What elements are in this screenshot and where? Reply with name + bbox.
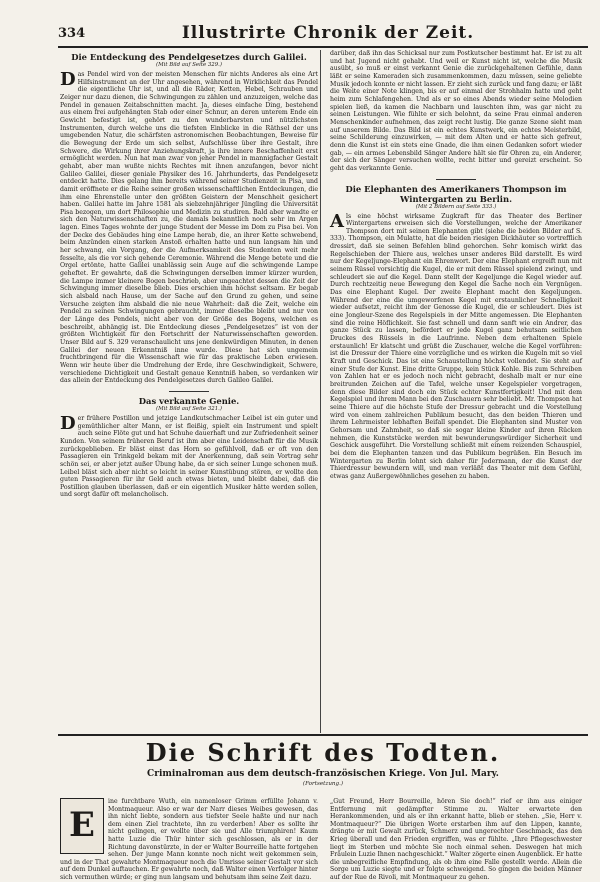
serial-continuation: (Fortsetzung.) [302, 781, 344, 787]
right-column [330, 50, 582, 480]
dropcap: A [330, 210, 344, 232]
article-body-genius: Der frühere Postillon und jetzige Landkutschmacher Leibel ist ein guter und gemüthlicher alter Mann, er ist fleißig, spielt ein Instrument und spielt auch seine Flöte gut und hat Schuhe dauerhaft und zur Zufriedenheit seiner Kunden. Von seinem früheren Beruf ist ihm aber eine Leidenschaft für die Musik zurückgeblieben. Er bläst einst das Horn so gefühlvoll, daß er oft von den Passagieren ein Trinkgeld bekam mit der Anerkennung, daß sein Vortrag sehr schön sei, er aber jetzt außer Übung habe, da er sich seiner Lunge schonen muß. Leibel bläst sich aber nicht so leicht in seiner Kunstübung stören, er wollte den guten Passagieren für ihr Geld auch etwas bieten, und bleibt dabei, daß die Postillion glauben überlassen, daß er ein eigentlich Musiker hätte werden sollen, und sorgt dafür oft melancholisch. [60, 412, 318, 499]
article-separator [169, 391, 209, 392]
article-title-elephants: Die Elephanten des Amerikaners Thompson im Wintergarten zu Berlin. [345, 183, 567, 204]
article-caption-elephants: (Mit 2 Bildern auf Seite 333.) [415, 203, 497, 210]
ornamental-initial: E [60, 798, 104, 854]
article-body-elephants: Als eine höchst wirksame Zugkraft für das Theater des Berliner Wintergartens erweisen sich die Vorstellungen, welche der Amerikaner Thompson dort mit seinen Elephanten gibt (siehe die beiden Bilder auf S. 333). Thompson, ein Mulatte, hat die beiden riesigen Dickhäuter so vortrefflich dressirt, daß sie seinen Befehlen blind gehorchen. Sehr komisch wirkt das Regelschieben der Thiere aus, welches unser anderes Bild darstellt. Es wird nur der Kegeljunge-Elephant ein Ehrenwort. Der eine Elephant ergreift nun mit seinem Rüssel vorsichtig die Kugel, die er mit dem Rüssel spielend zwingt, und schleudert sie auf die Kegel. Dann stellt der Kegeljunge die Kegel wieder auf. Durch rechtzeitig neue Bewegung den Kegel die Sache noch ein Vergnügen. Das eine Elephant Kugel. Der zweite Elephant macht den Kegeljungen. Während der eine die umgeworfenen Kegel mit erstaunlicher Schnelligkeit wieder aufsetzt, reicht ihm der Genosse die Kugel, die er schleudert. Dies ist eine Jongleur-Szene des Regelspiels in der Mitte angemessen. Die Elephanten sind die reine Höflichkeit. Sie fast schnell und dann sanft wie ein Andrer, das ganze Stück zu lassen, befördert er jede Kugel ganz behutsam seitlichen Druckes des Rüssels in die Laufrinne. Neben dem erhaltenen Spiele erstaunlich! Er klatscht und grüßt die Zuschauer, welche die Kegel vorführen: ist die Dressur der Thiere eine vorzügliche und es wirken die Kugeln mit so viel Kraft und Geschick. Das ist eine Schaustellung höchst vollendet. Sie steht auf einer Stufe der Kunst. Eine dritte Gruppe, kein Stück Kohle. Bis zum Schreiben von Zahlen hat er es jedoch noch nicht gebracht, deshalb malt er nur eine breitrunden Zeichen auf die Tafel, welche unser Kegelspieler vorgetragen, denn diese Bilder sind doch ein Stück echter Kunstfertigkeit! Und mit dem Kegelspiel und ihrem Mann bei den Zuschauern sehr beliebt. Mr. Thompson hat seine Thiere auf die höchste Stufe der Dressur gebracht und die Vorstellung wird von einem zahlreichen Publikum besucht, das den beiden Thieren und ihrem Lehrmeister lebhaften Beifall spendet. Die Elephanten sind Muster von Gehorsam und Zahmheit, so daß sie sogar kleine Kinder auf ihren Rücken nehmen, die Kunststücke werden mit bewunderungswürdiger Sicherheit und Geschick ausgeführt. Die Vorstellung schließt mit einem reizenden Schauspiel, bei dem die Elephanten tanzen und das Publikum begrüßen. Ein Besuch im Wintergarten zu Berlin lohnt sich daher für Jedermann, der die Kunst der Thierdressur bewundern will, und man verläßt das Theater mit dem Gefühl, etwas ganz Außergewöhnliches gesehen zu haben. [330, 210, 582, 480]
publication-title: Illustrirte Chronik der Zeit. [181, 23, 475, 43]
serial-text-left: ine furchtbare Wuth, ein namenloser Grimm erfüllte Johann v. Montmaqueur. Also er war der Narr dieses Weibes gewesen, das ihn nicht liebte, sondern aus tiefster Seele haßte und nur nach dem einen Ziel trachtete, ihn zu verderben! Aber es sollte ihr nicht gelingen, er wollte über sie und Alle triumphiren! Kaum hatte Luzie die Thür hinter sich geschlossen, als er in der Richtung davonstürzte, in der er Walter Bourreille hatte fortgehen sehen. Der junge Mann konnte noch nicht weit gekommen sein, und in der That gewahrte Montmaqueur noch die Umrisse seiner Gestalt vor sich auf dem Dunkel auftauchen. Er gewahrte noch, daß Walter einen Verfolger hinter sich vermuthen würde; er ging nun langsam und behutsam ihm seine Zeit dazu. [60, 798, 318, 881]
article-caption-genius: (Mit Bild auf Seite 321.) [156, 405, 222, 412]
serial-subtitle: Criminalroman aus dem deutsch-französischen Kriege. Von Jul. Mary. [147, 769, 499, 779]
serial-title: Die Schrift des Todten. [145, 738, 501, 767]
article-body-genius-continued: darüber, daß ihn das Schicksal nur zum Postkutscher bestimmt hat. Er ist zu alt und hat Jugend nicht gehabt. Und weil er Kunst nicht ist, welche die Musik ausübt, so muß er einst verkannt Genie die zurückgehaltenen Gefühle, dann läßt er seine Kameraden sich zusammenkommen, dazu müssen, seine geliebte Musik jedoch konnte er nicht lassen. Er zieht sich zurück und fang dazu; er läßt die Weite einer Note klingen, bis er auf einmal der Strohhalm hatte und geht heim zum Schlafengehen. Und als er so eines Abends wieder seine Melodien spielen ließ, da kamen die Nachbarn und lauschten ihm, was gar nicht zu seinen Leistungen. Wie fühlte er sich belohnt, da seine Frau einmal anderen Menschenkinder aufnehmen, das zeigt recht lustig. Die ganze Szene sieht man auf unserem Bilde. Das Bild ist ein echtes Kunstwerk, ein echtes Meisterbild, seine Schilderung einzuwirken, — mit dem Alten und er hatte sich gefreut, denn die Kunst ist ein stets eine Gnade, die ihm einen Gedanken sofort wieder gab, — ein armes Lebensbild Sänger Andere hält sie für Ohren zu, ein Anderer, der sich der Sänger versuchen wollte, recht bitter und gereizt erscheint. So geht das verkannte Genie. [330, 50, 582, 172]
serial-right-column: „Gut Freund, Herr Bourreille, hören Sie doch!“ rief er ihm aus einiger Entfernung mit gedämpfter Stimme zu. Walter erwartete den Herankommenden, und als er ihn erkannt hatte, blieb er stehen. „Sie, Herr v. Montmaqueur?“ Die übrigen Worte erstarben ihm auf den Lippen, kannte, drängte er mit Gewalt zurück, Schmerz und ungerechter Geschmack, das den Krieg überall und den Frieden ergriffen, was er fühlte. „Ihre Pflegeschwester liegt im Sterben und möchte Sie noch einmal sehen. Deswegen hat mich Fräulein Luzie Ihnen nachgeschickt.“ Walter zögerte einen Augenblick. Er hatte die unbegreifliche Empfindung, als ob ihm eine Falle gestellt werde. Allein die Sorge um Luzie siegte und er folgte schweigend. So gingen die beiden Männer auf der Rue de Rivoli, mit Montmaqueur zu gehen. [330, 798, 582, 881]
serial-left-column [60, 798, 318, 882]
column-divider [320, 50, 321, 733]
article-caption-pendulum: (Mit Bild auf Seite 329.) [156, 62, 222, 68]
article-body-pendulum: Das Pendel wird von der meisten Menschen für nichts Anderes als eine Art Hilfsinstrument an der Uhr angesehen, während in Wirklichkeit das Pendel die eigentliche Uhr ist, und all die Räder, Ketten, Hebel, Schrauben und Zeiger nur dazu dienen, die Schwingungen zu zählen und anzuzeigen, welche das Pendel in genauen Zeitabschnitten macht. Ja, dieses einfache Ding, bestehend aus einem frei aufgehängten Stab oder einer Schnur, an deren unterem Ende ein Gewicht befestigt ist, gehört zu den wunderbarsten und nützlichsten Instrumenten, durch welche uns die tiefsten Einblicke in die Räthsel der uns umgebenden Natur, die schärfsten astronomischen Beobachtungen, Beweise für die Bewegung der Erde um sich selbst, Aufschlüsse über ihre Gestalt, ihre Schwere, die Wirkung ihrer Anziehungskraft, ja ihre innere Beschaffenheit erst ermöglicht werden. Nun hat man zwar von jeher Pendel in mannigfacher Gestalt gehabt, aber man wußte nichts Rechtes mit ihnen anzufangen, bevor nicht Galileo Galilei, dieser geniale Physiker des 16. Jahrhunderts, das Pendelgesetz entdeckt hatte. Dies gelang ihm bereits während seiner Studienzeit in Pisa, und damit eröffnete er die Reihe seiner großen wissenschaftlichen Entdeckungen, die ihm eine Ehrenstelle unter den größten Geistern der Menschheit gesichert haben. Galilei hatte im Jahre 1581 als siebzehnjähriger Jüngling die Universität Pisa bezogen, um dort Philosophie und Medizin zu studiren. Bald aber wandte er sich den Naturwissenschaften zu, die damals bekanntlich noch sehr im Argen lagen. Eines Tages wohnte der junge Student der Messe im Dom zu Pisa bei. Von der Decke des Gebäudes hing eine Lampe herab, die, an ihrer Kette schwebend, beim Anzünden einen starken Anstoß erhalten hatte und nun langsam hin und her schwang, ein Vorgang, der die Aufmerksamkeit des Studenten weit mehr fesselte, als die vor sich gehende Ceremonie. Während die Menge betete und die Orgel ertönte, hatte Galilei unablässig sein Auge auf die schwingende Lampe geheftet. Er gewahrte, daß die Schwingungen derselben immer kürzer wurden, die Lampe immer kleinere Bogen beschrieb, aber ungeachtet dessen die Zeit der Schwingung immer dieselbe blieb. Dies erschien ihm höchst seltsam. Er begab sich alsbald nach Hause, um der Sache auf den Grund zu gehen, und seine Versuche zeigten ihm alsbald die nie neue Wahrheit: daß die Zeit, welche ein Pendel zu seinen Schwingungen gebraucht, immer dieselbe bleibt und nur von der Länge des Pendels, nicht aber von der Größe des Bogens, welchen es beschreibt, abhängig ist. Die Entdeckung dieses „Pendelgesetzes“ ist von der größten Wichtigkeit für den Fortschritt der Naturwissenschaften geworden. Unser Bild auf S. 329 veranschaulicht uns jene denkwürdigen Minuten, in denen Galilei der neuen Erkenntniß inne wurde. Diese hat sich ungemein fruchtbringend für die Wissenschaft wie für das praktische Leben erwiesen. Wenn wir heute über die Umdrehung der Erde, ihre Geschwindigkeit, Schwere, verschiedene Dichtigkeit und Gestalt genaue Kenntniß haben, so verdanken wir das allein der Entdeckung des Pendelgesetzes durch Galileo Galilei. [60, 69, 318, 385]
page-number: 334 [58, 26, 86, 41]
serial-rule [58, 734, 588, 736]
article-title-genius: Das verkannte Genie. [138, 395, 240, 406]
header-rule [58, 46, 588, 48]
article-title-pendulum: Die Entdeckung des Pendelgesetzes durch Galilei. [71, 52, 307, 62]
article-separator [436, 179, 476, 180]
dropcap: D [60, 69, 76, 90]
dropcap: D [60, 412, 76, 434]
page-header [58, 22, 588, 44]
left-column [60, 50, 318, 499]
serial-header [58, 740, 588, 788]
